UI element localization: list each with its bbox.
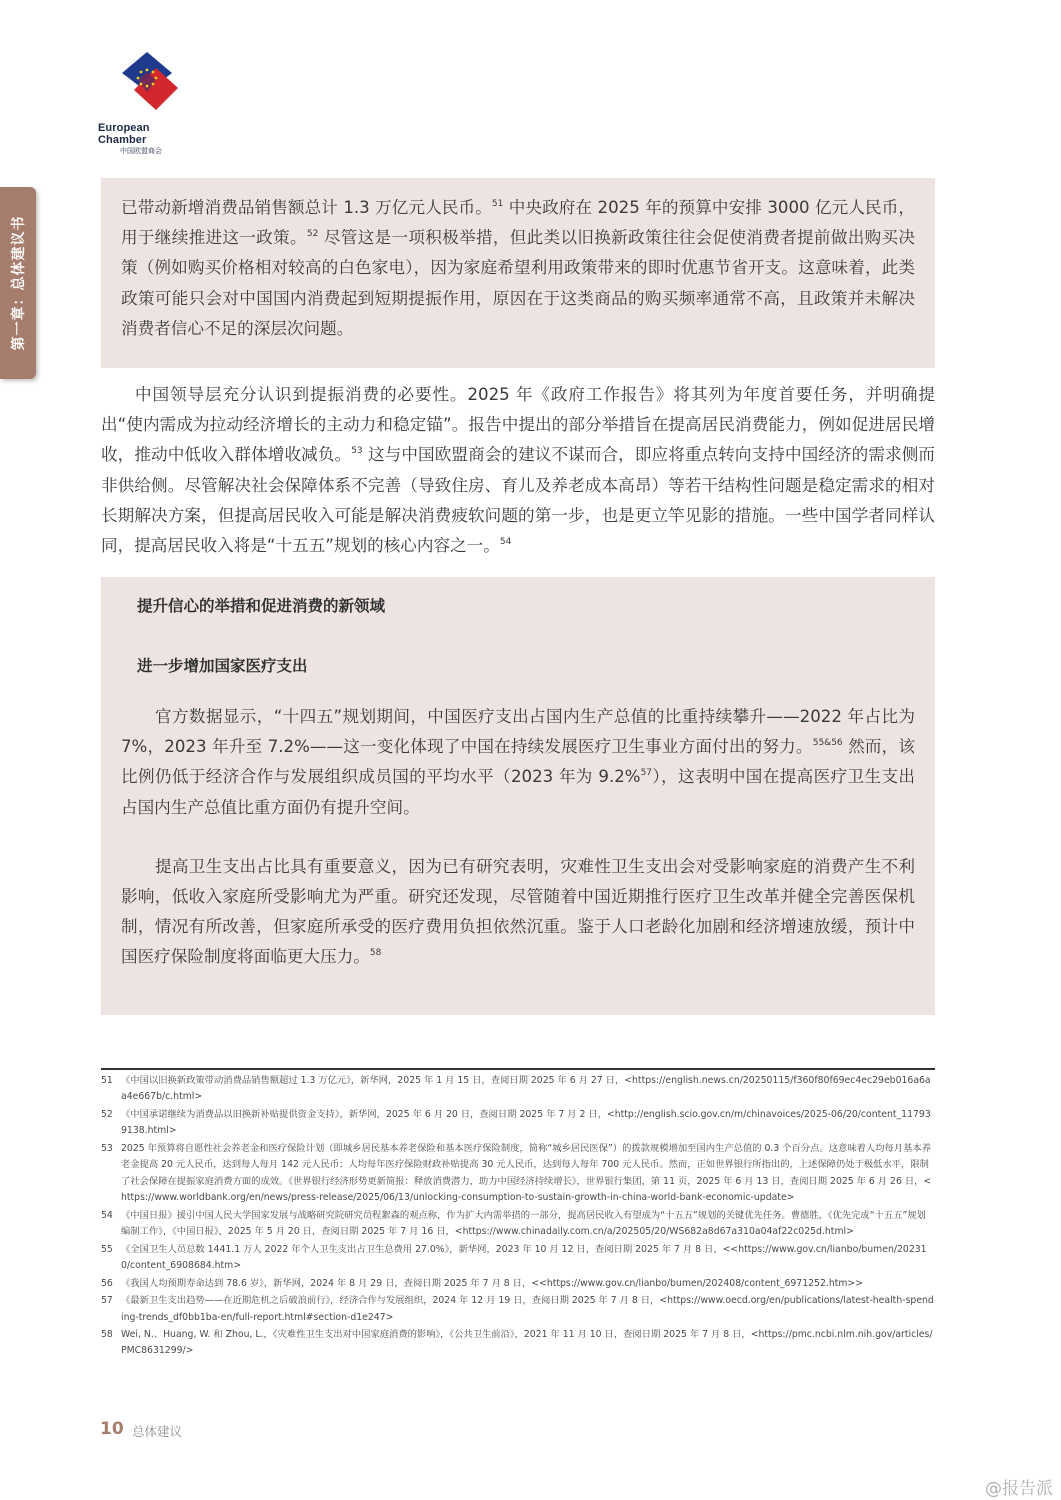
footnote-number: 52 xyxy=(101,1108,113,1120)
footnote-number: 55 xyxy=(101,1243,113,1255)
healthcare-paragraph-1 xyxy=(121,702,915,823)
footnote-ref[interactable]: 55&56 xyxy=(812,738,843,749)
text-run: 中央政府在 2025 年的预算中安排 3000 亿元人民币，用于继续推进这一政策。 xyxy=(121,198,915,248)
footnote-item xyxy=(101,1208,935,1241)
footnote-item xyxy=(101,1107,935,1140)
text-run: ），这表明中国在提高医疗卫生支出占国内生产总值比重方面仍有提升空间。 xyxy=(121,767,916,817)
footnote-text: Wei, N.、Huang, W. 和 Zhou, L.，《灾难性卫生支出对中国家庭消费的影响》，《公共卫生前沿》，2021 年 11 月 10 日，查阅日期 2025 年 7 月 8 日，<https://pmc.ncbi.nlm.nih.gov/articles/PMC8631299/> xyxy=(121,1329,933,1357)
healthcare-paragraph-2 xyxy=(121,852,915,973)
text-run: 已带动新增消费品销售额总计 1.3 万亿元人民币。 xyxy=(121,198,492,217)
footnote-text: 《中国承诺继续为消费品以旧换新补贴提供资金支持》，新华网，2025 年 6 月 20 日，查阅日期 2025 年 7 月 2 日，<http://english.scio.gov.cn/m/chinavoices/2025-06/20/content_117939138.html> xyxy=(121,1108,931,1137)
footnote-number: 53 xyxy=(101,1142,113,1154)
footnote-ref[interactable]: 54 xyxy=(499,537,512,548)
footnote-item xyxy=(101,1293,935,1326)
footnote-number: 56 xyxy=(101,1277,113,1289)
footnote-text: 《我国人均预期寿命达到 78.6 岁》，新华网，2024 年 8 月 29 日，查阅日期 2025 年 7 月 8 日，<<https://www.gov.cn/lianbo/bumen/202408/content_6971252.htm>> xyxy=(121,1277,864,1289)
logo-text-cn: 中国欧盟商会 xyxy=(120,147,162,155)
main-paragraph xyxy=(101,380,935,561)
continuation-box xyxy=(101,178,935,368)
box1-paragraph xyxy=(121,193,915,344)
footnote-text: 《中国以旧换新政策带动消费品销售额超过 1.3 万亿元》，新华网，2025 年 1 月 15 日，查阅日期 2025 年 6 月 27 日，<https://english.news.cn/20250115/f360f80f69ec4ec29eb016a6aa4e667b/c.html> xyxy=(121,1075,931,1103)
european-chamber-logo xyxy=(98,48,198,156)
footnote-ref[interactable]: 57 xyxy=(640,768,653,779)
chapter-side-tab-label: 第一章：总体建议书 xyxy=(11,215,27,351)
text-run: 中国领导层充分认识到提振消费的必要性。2025 年《政府工作报告》将其列为年度首要任务，并明确提出“使内需成为拉动经济增长的主动力和稳定锚”。报告中提出的部分举措旨在提高居民消费能力，例如促进居民增收，推动中低收入群体增收减负。 xyxy=(101,385,935,465)
footnote-ref[interactable]: 52 xyxy=(306,229,319,240)
footnote-ref[interactable]: 53 xyxy=(351,446,363,457)
box-subheading: 进一步增加国家医疗支出 xyxy=(137,657,308,675)
footnote-item xyxy=(101,1276,935,1292)
healthcare-box xyxy=(101,577,935,1015)
footnote-text: 《中国日报》援引中国人民大学国家发展与战略研究院研究员程絮森的观点称，作为扩大内需举措的一部分，提高居民收入有望成为“十五五”规划的关键优先任务。曹德胜，《优先完成“十五五”规划编制工作》，《中国日报》，2025 年 5 月 20 日，查阅日期 2025 年 7 月 16 日，<https://www.chinadaily.com.cn/a/202505/20/WS682a8d67a310a04af22c025d.html> xyxy=(121,1209,926,1237)
footnote-text: 《最新卫生支出趋势——在近期危机之后破浪前行》，经济合作与发展组织，2024 年 12 月 19 日，查阅日期 2025 年 7 月 8 日，<https://www.oecd.org/en/publications/latest-health-spending-trends_df0bb1ba-en/full-report.html#section-d1e247> xyxy=(121,1295,934,1323)
footnote-item xyxy=(101,1141,935,1206)
chapter-side-tab[interactable] xyxy=(0,187,36,379)
logo-mark-icon xyxy=(112,48,182,118)
footnote-number: 51 xyxy=(101,1075,113,1086)
text-run: 然而，该比例仍低于经济合作与发展组织成员国的平均水平（2023 年为 9.2% xyxy=(121,737,916,787)
footnote-text: 2025 年预算将自愿性社会养老金和医疗保险计划（即城乡居民基本养老保险和基本医疗保险制度，简称“城乡居民医保”）的拨款规模增加至国内生产总值的 0.3 个百分点。这意味着人均每月基本养老金提高 20 元人民币，达到每人每月 142 元人民币；人均每年医疗保险财政补贴提高 30 元人民币，达到每人每年 700 元人民币。然而，正如世界银行所指出的，上述保障仍处于极低水平，限制了社会保障在提振家庭消费方面的成效。《世界银行经济形势更新简报：释放消费潜力，助力中国经济持续增长》，世界银行集团，第 11 页，2025 年 6 月 13 日，查阅日期 2025 年 6 月 26 日，<https://www.worldbank.org/en/news/press-release/2025/06/13/unlocking-consumption-to-sustain-growth-in-china-world-bank-economic-update> xyxy=(121,1142,932,1203)
footnote-ref[interactable]: 51 xyxy=(491,199,504,209)
logo-text-en: European Chamber xyxy=(98,122,150,146)
body-section xyxy=(101,380,935,561)
footnote-item xyxy=(101,1242,935,1275)
footnotes-list xyxy=(101,1073,935,1361)
page-section-label: 总体建议 xyxy=(132,1424,183,1439)
text-run: 尽管这是一项积极举措，但此类以旧换新政策往往会促使消费者提前做出购买决策（例如购买价格相对较高的白色家电），因为家庭希望利用政策带来的即时优惠节省开支。这意味着，此类政策可能只会对中国国内消费起到短期提振作用，原因在于这类商品的购买频率通常不高，且政策并未解决消费者信心不足的深层次问题。 xyxy=(121,228,915,338)
box-heading: 提升信心的举措和促进消费的新领域 xyxy=(137,597,386,615)
footnote-number: 58 xyxy=(101,1329,113,1341)
footnote-divider xyxy=(101,1068,935,1070)
text-run: 官方数据显示，“十四五”规划期间，中国医疗支出占国内生产总值的比重持续攀升——2022 年占比为 7%，2023 年升至 7.2%——这一变化体现了中国在持续发展医疗卫生事业方面付出的努力。 xyxy=(121,707,915,757)
footnote-ref[interactable]: 58 xyxy=(369,948,382,959)
footnote-text: 《全国卫生人员总数 1441.1 万人 2022 年个人卫生支出占卫生总费用 27.0%》，新华网，2023 年 10 月 12 日，查阅日期 2025 年 7 月 8 日，<<https://www.gov.cn/lianbo/bumen/202310/content_6908684.htm> xyxy=(121,1243,927,1271)
page-number: 10 xyxy=(100,1419,124,1439)
footnote-item xyxy=(101,1327,935,1360)
text-run: 提高卫生支出占比具有重要意义，因为已有研究表明，灾难性卫生支出会对受影响家庭的消费产生不利影响，低收入家庭所受影响尤为严重。研究还发现，尽管随着中国近期推行医疗卫生改革并健全完善医保机制，情况有所改善，但家庭所承受的医疗费用负担依然沉重。鉴于人口老龄化加剧和经济增速放缓，预计中国医疗保险制度将面临更大压力。 xyxy=(121,856,915,967)
footnote-item xyxy=(101,1073,935,1106)
footnote-number: 57 xyxy=(101,1295,113,1307)
footnote-number: 54 xyxy=(101,1209,113,1221)
watermark: @报告派 xyxy=(985,1479,1053,1499)
text-run: 这与中国欧盟商会的建议不谋而合，即应将重点转向支持中国经济的需求侧而非供给侧。尽管解决社会保障体系不完善（导致住房、育儿及养老成本高昂）等若干结构性问题是稳定需求的相对长期解决方案，但提高居民收入可能是解决消费疲软问题的第一步，也是更立竿见影的措施。一些中国学者同样认同，提高居民收入将是“十五五”规划的核心内容之一。 xyxy=(101,445,935,556)
